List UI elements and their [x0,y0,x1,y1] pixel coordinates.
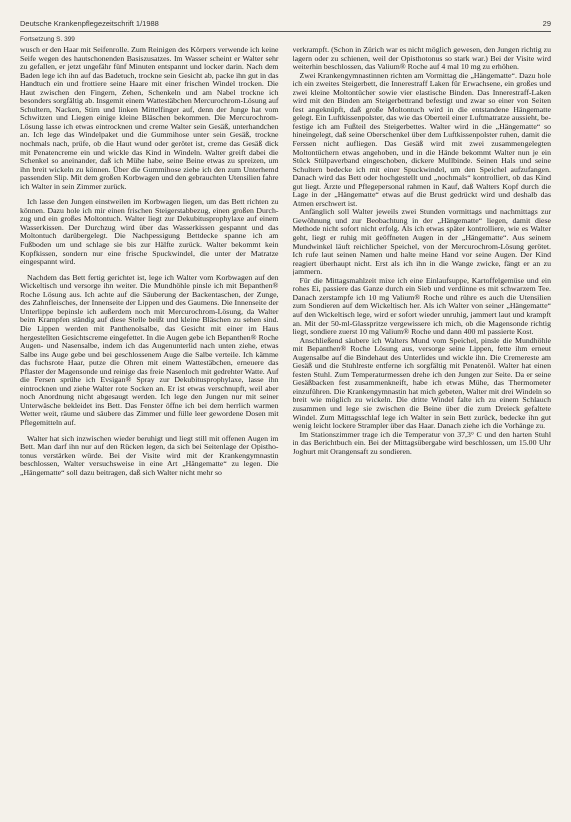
paragraph: Nachdem das Bett fertig gerichtet ist, lege ich Walter vom Korbwagen auf den Wickeltisch und versorge ihn weiter. Die Mundhöhle pinsle ich mit Bepanthen® Roche Lösung aus. Ich achte auf die Säuberung der Backentaschen, der Zunge, des Zahnfleisches, der Innenseite der Lippen und des Gaumens. Die Innenseite der Unterlippe bepinsle ich außerdem noch mit Mercurochrom-Lösung, da Walter beim Krampfen ständig auf diese Stelle beißt und kleine Bläschen zu sehen sind. Die Lippen werden mit Panthenolsalbe, das Gesicht mit einer im Haus hergestellten Gesichtscreme eingefettet. In die Augen gebe ich Bepanthen® Roche Augen- und Nasensalbe, indem ich das Augenunterlid nach unten ziehe, etwas Salbe ins Auge gebe und bei geschlossenem Auge die Salbe verteile. Ich kämme das fuchsrote Haar, putze die Ohren mit einem Wattestäbchen, erneuere das Pflaster der Magensonde und reinige das freie Nasenloch mit gedrehter Watte. Auf die Fersen sprühe ich Evsigan® Spray zur Dekubitusprophylaxe, lasse ihn eintrocknen und ziehe Walter rote Socken an. Er ist etwas verschnupft, weil aber noch Anordnung nicht abgesaugt werden. Ich lege den Jungen nur mit seiner Unterwäsche bekleidet ins Bett. Das Fenster öffne ich bei dem herrlich warmen Wetter weit, räume und säubere das Zimmer und fülle leer gewordene Dosen mit Pflegemitteln auf. [20,272,279,427]
journal-title: Deutsche Krankenpflegezeitschrift 1/1988 [20,18,159,28]
paragraph: wusch er den Haar mit Seifenrolle. Zum Reinigen des Körpers verwende ich keine Seife wegen des hautschonenden Basiszusatzes. Im Wasser scheint er Walter sehr zu gefallen, er jetzt ungefähr fünf Minuten entspannt und locker darin. Nach dem Baden lege ich ihn auf das Badetuch, trockne sein Gesicht ab, packe ihn gut in das Handtuch ein und frottiere seine Haare mit einer frischen Windel trocken. Die Haut zwischen den Fingern, Zehen, Schenkeln und am Nabel trockne ich besonders sorgfältig ab. Insgemit einem Wattestäbchen Mercurochrom-Lösung auf Schultern, Nacken, Stirn und linken Mittelfinger auf, denn der Junge hat vom Schwitzen und Liegen einige kleine Bläschen bekommen. Die Mercurochrom-Lösung lasse ich etwas eintrocknen und creme Walter sein Gesäß, unterhandchen an. Ich lege das Windelpaket und die Gummihose unter sein Gesäß, trockne nochmals nach, prüfe, ob die Haut wund oder gerötet ist, creme das Gesäß dick mit Penatencreme ein und wickle das Kind in Windeln. Walter greift dabei die Schenkel so aneinander, daß ich Mühe habe, seine Beine etwas zu spreizen, um ihn breit wickeln zu können. Über die Gummihose ziehe ich den zum Unterhemd passenden Slip. Mit dem großen Korbwagen und den gebrauchten Utensilien fahre ich Walter in sein Zimmer zurück. [20,46,279,191]
column-right [293,46,552,808]
page-header [20,16,551,30]
article-body [20,46,551,808]
column-left [20,46,279,808]
paragraph: verkrampft. (Schon in Zürich war es nicht möglich gewesen, den Jungen richtig zu lagern oder zu schienen, weil der Opisthotonus so stark war.) Bei der Visite wird weiterhin beschlossen, das Valium® Roche auf 4 mal 10 mg zu erhöhen. [292,46,551,72]
paragraph: Im Stationszimmer trage ich die Temperatur von 37,3° C und den harten Stuhl in das Berichtbuch ein. Bei der Mittagsübergabe wird beschlossen, um 15.00 Uhr Joghurt mit Orangensaft zu sondieren. [292,429,551,456]
paragraph: Für die Mittagsmahlzeit mixe ich eine Einlaufsuppe, Kartoffelgemüse und ein rohes Ei, passiere das Ganze durch ein Sieb und verdünne es mit schwarzem Tee. Danach zerstampfe ich 10 mg Valium® Roche und rühre es auch die Utensilien zum Sondieren auf dem Wickeltisch her. Als ich Walter von seiner „Hängematte“ auf den Wickeltisch lege, wird er sofort wieder unruhig, jammert laut und krampft an. Mit der 50-ml-Glasspritze vergewissere ich mich, ob die Magensonde richtig liegt, sondiere zuerst 10 mg Valium® Roche und dann 400 ml passierte Kost. [292,275,551,337]
paragraph: Walter hat sich inzwischen wieder beruhigt und liegt still mit offenen Augen im Bett. Man darf ihn nur auf den Rücken legen, da sich bei Seitenlage der Opisthotonus verstärken würde. Bei der Visite wird mit der Krankengymnastin beschlossen, Walter versuchsweise in eine Art „Hängematte“ zu legen. Die „Hängematte“ soll dazu beitragen, daß sich Walter nicht mehr so [20,433,279,477]
paragraph: Zwei Krankengymnastinnen richten am Vormittag die „Hängematte“. Dazu hole ich ein zweites Steigerbett, die Innerestraff Laken für Erwachsene, ein großes und zwei kleine Moltontücher sowie vier elastische Binden. Das Innerestraff-Laken wird mit den Binden am Steigerbettrand befestigt und zwar so einer von Seiten fest angeknüpft, daß große Moltontuch wird in die entstandene Hängematte gelegt. Ein Luftkissenpolster, das wie das Oberteil einer Luftmatratze aussieht, befestige ich am Fußteil des Steigerbettes. Walter wird in die „Hängematte“ so hineingelegt, daß seine Oberschenkel über dem Luftkissenpolster ruhen, damit die Ferssen nicht aufliegen. Das Gesäß wird mit zwei zusammengelegten Moltontüchern etwas angehoben, und in die Hände bekommt Walter nun je ein Stück Stülpaverband eingeschoben, dickere Mullbinde. Seinen Hals und seine Schultern bedecke ich mit einer Spuckwindel, um den Speichel aufzufangen. Danach wird das Bett oder hochgestellt und „nochmals“ kontrolliert, ob das Kind gut liegt. Ärzte und Pflegepersonal rahmen in Kauf, daß Walters Kopf durch die Lage in der „Hängematte“ etwas auf die Brust gedrückt wird und deshalb das Atmen erschwert ist. [292,70,551,208]
paragraph: Anschließend säubere ich Walters Mund vom Speichel, pinsle die Mundhöhle mit Bepanthen® Roche Lösung aus, versorge seine Lippen, fette ihm erneut Augensalbe auf die Bindehaut des Unterlides und wickle ihn. Die Cremereste am Gesäß und die Stuhlreste entferne ich sorgfältig mit Penatenöl. Walter hat einen festen Stuhl. Zum Temperaturmessen drehe ich den Jungen zur Seite. Da er seine Gesäßbacken fest zusammenkneift, habe ich etwas Mühe, das Thermometer einzuführen. Die Krankengymnastin hat mich gebeten, Walter mit drei Windeln so breit wie möglich zu wickeln. Die dritte Windel falte ich zu einem Schlauch zusammen und lege sie zwischen die Beine über die zum Dreieck gefaltete Windel. Zum Mittagsschlaf lege ich Walter in sein Bett zurück, bedecke ihn gut wenig leicht lockere Strampler über das Haar. Danach ziehe ich die Vorhänge zu. [292,335,551,431]
header-rule [20,31,551,32]
paragraph: Anfänglich soll Walter jeweils zwei Stunden vormittags und nachmittags zur Gewöhnung und zur Beobachtung in der „Hängematte“ liegen, damit diese Methode nicht sofort nicht erfolg. Als ich etwas später kontrolliere, wie es Walter geht, liegt er ruhig mit geöffneten Augen in der „Hängematte“. Aus seinem Mundwinkel läuft reichlicher Speichel, von der Mercurochrom-Lösung gerötet. Ich rufe laut seinen Namen und halte meine Hand vor seine Augen. Der Kind reagiert überhaupt nicht. Erst als ich ihn in die Wange zwicke, fängt er an zu jammern. [292,207,551,277]
continuation-note: Fortsetzung S. 399 [20,36,75,43]
page-number: 29 [542,18,551,28]
paragraph: Ich lasse den Jungen einstweilen im Korbwagen liegen, um das Bett richten zu können. Dazu hole ich mir einen frischen Steigerstabbezug, einen großen Durchzug und ein großes Moltontuch. Walter liegt zur Dekubitusprophylaxe auf einem Wasserkissen. Der Durchzug wird über das Wasserkissen gespannt und das Moltontuch darübergelegt. Die Nachpessigung Bettdecke spanne ich am Fußboden um und schlage sie bis zur Hälfte zurück. Walter bekommt kein Kopfkissen, sondern nur eine frische Spuckwindel, die unter der Matratze eingespannt wird. [20,197,279,267]
